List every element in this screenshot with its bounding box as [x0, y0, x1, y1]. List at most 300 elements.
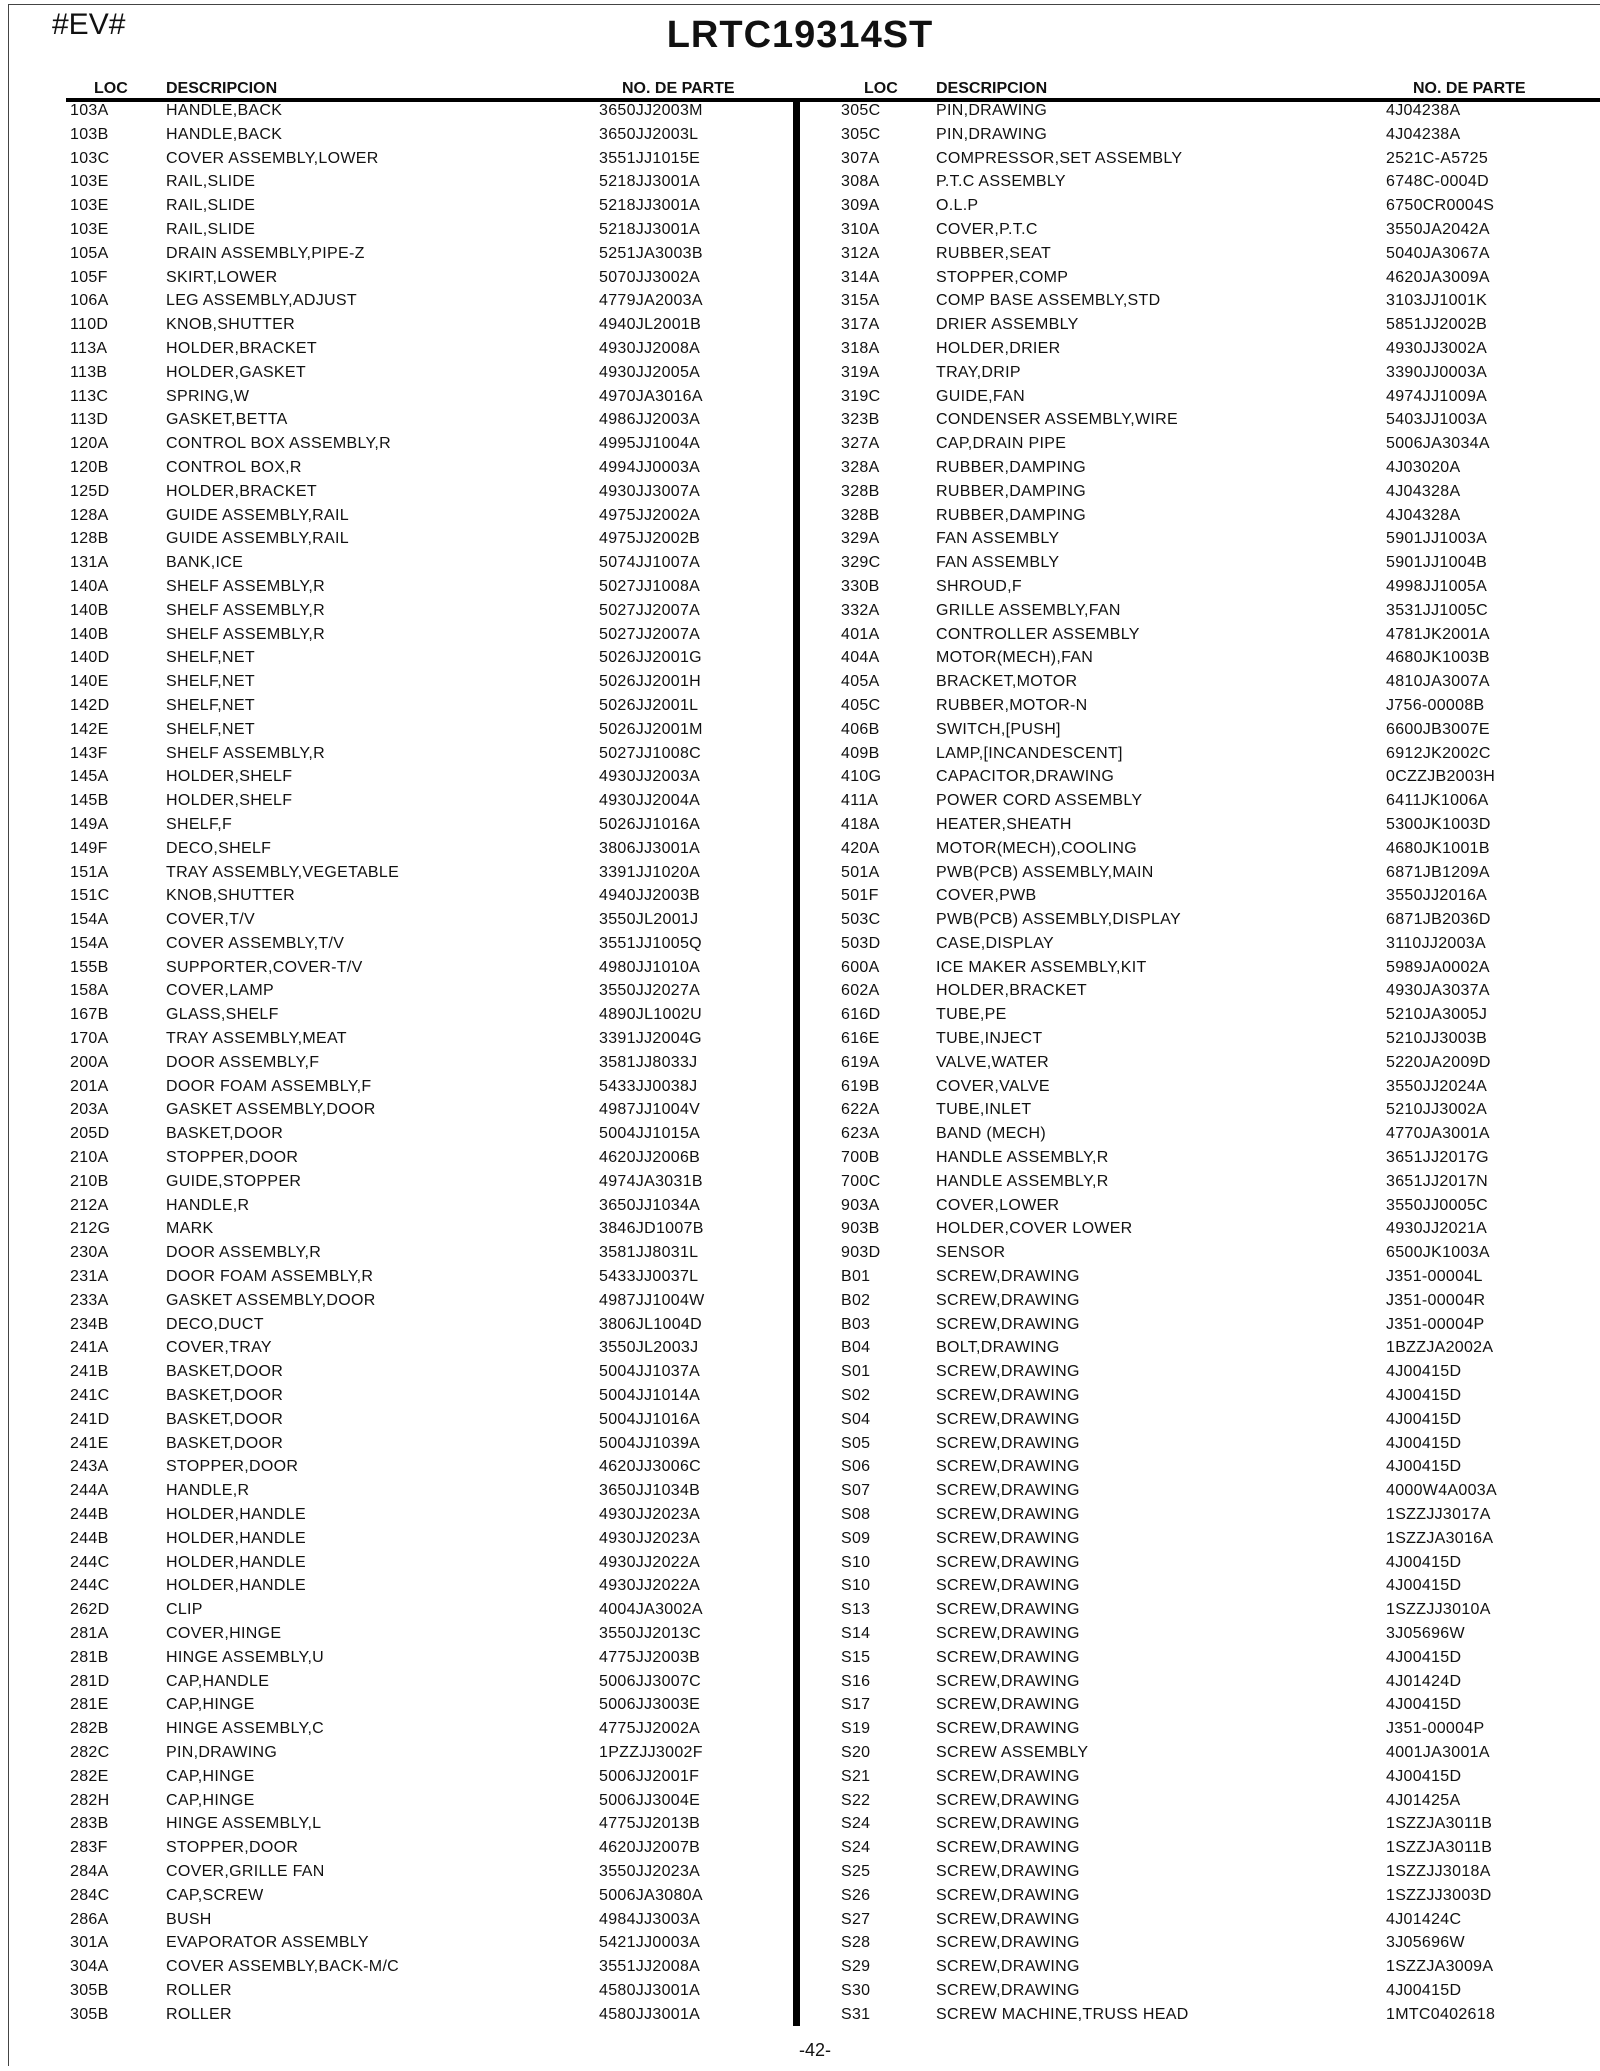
- part-number-cell: 1MTC0402618: [1386, 2005, 1496, 2023]
- part-number-cell: 3650JJ2003M: [599, 102, 703, 119]
- description-cell: HINGE ASSEMBLY,L: [166, 1815, 322, 1833]
- loc-cell: 305B: [70, 1981, 109, 1999]
- part-number-cell: 4930JJ2023A: [599, 1506, 701, 1524]
- description-cell: MARK: [166, 1220, 214, 1238]
- part-number-cell: 4779JA2003A: [599, 292, 703, 310]
- part-number-cell: 4J04238A: [1386, 125, 1461, 143]
- loc-cell: S25: [841, 1862, 871, 1880]
- part-number-cell: 1SZZJA3011B: [1386, 1839, 1493, 1857]
- part-number-cell: 3550JJ2016A: [1386, 887, 1488, 905]
- part-number-cell: 4680JK1003B: [1386, 649, 1490, 667]
- loc-cell: S22: [841, 1791, 871, 1809]
- description-cell: TRAY ASSEMBLY,MEAT: [166, 1030, 347, 1048]
- loc-cell: 158A: [70, 982, 109, 1000]
- loc-cell: 105F: [70, 268, 108, 286]
- description-cell: HANDLE,BACK: [166, 102, 283, 119]
- loc-cell: 140B: [70, 625, 109, 643]
- part-number-cell: 4J01424D: [1386, 1672, 1462, 1690]
- part-number-cell: 5006JJ3004E: [599, 1791, 701, 1809]
- loc-cell: 241B: [70, 1363, 109, 1381]
- part-number-cell: 1SZZJJ3010A: [1386, 1601, 1491, 1619]
- loc-cell: 125D: [70, 482, 110, 500]
- description-cell: RAIL,SLIDE: [166, 173, 256, 191]
- loc-cell: S31: [841, 2005, 871, 2023]
- loc-cell: 700B: [841, 1149, 880, 1167]
- part-number-cell: 4930JJ2003A: [599, 768, 701, 786]
- loc-cell: 282B: [70, 1720, 109, 1738]
- part-number-cell: 5006JJ2001F: [599, 1767, 700, 1785]
- part-number-cell: 4940JJ2003B: [599, 887, 701, 905]
- part-number-cell: 5403JJ1003A: [1386, 411, 1488, 429]
- loc-cell: S27: [841, 1910, 871, 1928]
- part-number-cell: 3103JJ1001K: [1386, 292, 1488, 310]
- description-cell: BASKET,DOOR: [166, 1363, 284, 1381]
- description-cell: COVER,HINGE: [166, 1625, 282, 1642]
- loc-cell: 244C: [70, 1577, 110, 1595]
- part-number-cell: 4930JJ3007A: [599, 482, 701, 500]
- loc-cell: 243A: [70, 1458, 109, 1476]
- loc-cell: 244B: [70, 1506, 109, 1524]
- part-number-cell: 1SZZJA3016A: [1386, 1529, 1494, 1547]
- loc-cell: 329A: [841, 530, 880, 548]
- description-cell: DRIER ASSEMBLY: [936, 316, 1079, 334]
- description-cell: SCREW,DRAWING: [936, 1791, 1080, 1809]
- description-cell: MOTOR(MECH),COOLING: [936, 839, 1137, 857]
- description-cell: HOLDER,BRACKET: [166, 482, 317, 500]
- part-number-cell: 5218JJ3001A: [599, 220, 701, 238]
- description-cell: HOLDER,BRACKET: [936, 982, 1087, 1000]
- loc-cell: 420A: [841, 839, 880, 857]
- description-cell: SCREW ASSEMBLY: [936, 1743, 1089, 1761]
- loc-cell: 210A: [70, 1149, 109, 1167]
- part-number-cell: 3390JJ0003A: [1386, 363, 1488, 381]
- part-number-cell: 3J05696W: [1386, 1934, 1465, 1952]
- description-cell: SCREW,DRAWING: [936, 1268, 1080, 1286]
- loc-cell: 305C: [841, 102, 881, 119]
- description-cell: COVER ASSEMBLY,BACK-M/C: [166, 1958, 400, 1976]
- loc-cell: 212A: [70, 1196, 109, 1214]
- part-number-cell: 4975JJ2002A: [599, 506, 701, 524]
- page-title: LRTC19314ST: [666, 14, 934, 56]
- description-cell: SUPPORTER,COVER-T/V: [166, 958, 363, 976]
- part-number-cell: 4J00415D: [1386, 1363, 1462, 1381]
- part-number-cell: 4974JJ1009A: [1386, 387, 1488, 405]
- part-number-cell: 3806JL1004D: [599, 1315, 702, 1333]
- loc-cell: 212G: [70, 1220, 111, 1238]
- description-cell: HOLDER,SHELF: [166, 768, 293, 786]
- description-cell: SHELF,NET: [166, 720, 255, 738]
- part-number-cell: 4930JJ3002A: [1386, 339, 1488, 357]
- description-cell: COVER,P.T.C: [936, 220, 1038, 238]
- description-cell: BASKET,DOOR: [166, 1125, 284, 1143]
- description-cell: GASKET,BETTA: [166, 411, 288, 429]
- description-cell: SWITCH,[PUSH]: [936, 720, 1061, 738]
- part-number-cell: 4930JJ2021A: [1386, 1220, 1488, 1238]
- description-cell: LEG ASSEMBLY,ADJUST: [166, 292, 357, 310]
- description-cell: DOOR ASSEMBLY,F: [166, 1053, 320, 1071]
- loc-cell: 230A: [70, 1244, 109, 1262]
- description-cell: SCREW,DRAWING: [936, 1767, 1080, 1785]
- description-cell: HOLDER,COVER LOWER: [936, 1220, 1133, 1238]
- loc-cell: S06: [841, 1458, 871, 1476]
- description-cell: TUBE,INLET: [936, 1101, 1032, 1119]
- loc-cell: S07: [841, 1482, 871, 1500]
- loc-cell: 113A: [70, 339, 108, 357]
- loc-cell: 154A: [70, 934, 109, 952]
- part-number-cell: 4775JJ2013B: [599, 1815, 701, 1833]
- part-number-cell: 4J04328A: [1386, 506, 1461, 524]
- description-cell: GRILLE ASSEMBLY,FAN: [936, 601, 1121, 619]
- loc-cell: 283F: [70, 1839, 108, 1857]
- part-number-cell: 3581JJ8031L: [599, 1244, 699, 1262]
- part-number-cell: 3550JL2001J: [599, 911, 699, 929]
- part-number-cell: 4775JJ2003B: [599, 1648, 701, 1666]
- part-number-cell: 5004JJ1039A: [599, 1434, 701, 1452]
- part-number-cell: 5218JJ3001A: [599, 173, 701, 191]
- loc-cell: B02: [841, 1291, 871, 1309]
- loc-cell: S28: [841, 1934, 871, 1952]
- loc-cell: 327A: [841, 435, 880, 453]
- loc-cell: 281E: [70, 1696, 109, 1714]
- description-cell: CONTROL BOX ASSEMBLY,R: [166, 435, 392, 453]
- part-number-cell: 5027JJ1008A: [599, 577, 701, 595]
- description-cell: CAP,SCREW: [166, 1886, 264, 1904]
- description-cell: SHELF,NET: [166, 673, 255, 691]
- description-cell: STOPPER,COMP: [936, 268, 1069, 286]
- loc-cell: S13: [841, 1601, 871, 1619]
- description-cell: COVER ASSEMBLY,LOWER: [166, 149, 379, 167]
- loc-cell: 503D: [841, 934, 881, 952]
- part-number-cell: 1PZZJJ3002F: [599, 1743, 703, 1761]
- part-number-cell: J351-00004P: [1386, 1720, 1485, 1738]
- description-cell: SCREW,DRAWING: [936, 1315, 1080, 1333]
- description-cell: PIN,DRAWING: [936, 102, 1048, 119]
- part-number-cell: 5251JA3003B: [599, 244, 703, 262]
- description-cell: POWER CORD ASSEMBLY: [936, 792, 1143, 810]
- loc-cell: 616D: [841, 1006, 881, 1024]
- description-cell: FAN ASSEMBLY: [936, 554, 1060, 572]
- part-number-cell: 3806JJ3001A: [599, 839, 701, 857]
- part-number-cell: 4J04328A: [1386, 482, 1461, 500]
- description-cell: COVER,VALVE: [936, 1077, 1050, 1095]
- loc-cell: S10: [841, 1553, 871, 1571]
- loc-cell: 262D: [70, 1601, 110, 1619]
- description-cell: VALVE,WATER: [936, 1053, 1049, 1071]
- description-cell: COMPRESSOR,SET ASSEMBLY: [936, 149, 1183, 167]
- part-number-cell: 5004JJ1037A: [599, 1363, 701, 1381]
- description-cell: SCREW,DRAWING: [936, 1434, 1080, 1452]
- part-number-cell: J756-00008B: [1386, 696, 1485, 714]
- description-cell: TRAY,DRIP: [936, 363, 1021, 381]
- description-cell: CAP,HANDLE: [166, 1672, 270, 1690]
- part-number-cell: 5218JJ3001A: [599, 197, 701, 215]
- page-border-left: [8, 4, 9, 2066]
- description-cell: RAIL,SLIDE: [166, 197, 256, 215]
- description-cell: KNOB,SHUTTER: [166, 887, 295, 905]
- description-cell: HANDLE,R: [166, 1196, 250, 1214]
- loc-cell: 151C: [70, 887, 110, 905]
- loc-cell: 700C: [841, 1172, 881, 1190]
- loc-cell: 241D: [70, 1410, 110, 1428]
- part-number-cell: 4620JA3009A: [1386, 268, 1490, 286]
- description-cell: DECO,DUCT: [166, 1315, 264, 1333]
- loc-cell: 319C: [841, 387, 881, 405]
- description-cell: SCREW,DRAWING: [936, 1886, 1080, 1904]
- description-cell: CAP,HINGE: [166, 1767, 255, 1785]
- description-cell: CAP,DRAIN PIPE: [936, 435, 1067, 453]
- part-number-cell: 1BZZJA2002A: [1386, 1339, 1494, 1357]
- loc-cell: 501A: [841, 863, 880, 881]
- description-cell: BASKET,DOOR: [166, 1410, 284, 1428]
- header-loc-left: LOC: [94, 80, 128, 97]
- loc-cell: S02: [841, 1387, 871, 1405]
- loc-cell: 284C: [70, 1886, 110, 1904]
- part-number-cell: J351-00004R: [1386, 1291, 1486, 1309]
- description-cell: PWB(PCB) ASSEMBLY,DISPLAY: [936, 911, 1181, 929]
- loc-cell: S16: [841, 1672, 871, 1690]
- document-tag: #EV#: [52, 8, 126, 41]
- loc-cell: 103B: [70, 125, 109, 143]
- description-cell: COVER,T/V: [166, 911, 255, 929]
- loc-cell: S15: [841, 1648, 871, 1666]
- part-number-cell: 2521C-A5725: [1386, 149, 1489, 167]
- description-cell: SHELF ASSEMBLY,R: [166, 744, 325, 762]
- loc-cell: 128A: [70, 506, 109, 524]
- part-number-cell: 4000W4A003A: [1386, 1482, 1497, 1500]
- loc-cell: 170A: [70, 1030, 109, 1048]
- loc-cell: S01: [841, 1363, 871, 1381]
- part-number-cell: J351-00004P: [1386, 1315, 1485, 1333]
- description-cell: GUIDE,STOPPER: [166, 1172, 302, 1190]
- part-number-cell: 3391JJ1020A: [599, 863, 701, 881]
- description-cell: RUBBER,MOTOR-N: [936, 696, 1088, 714]
- description-cell: HOLDER,BRACKET: [166, 339, 317, 357]
- header-rule: [66, 98, 1600, 102]
- header-part-left: NO. DE PARTE: [622, 80, 735, 97]
- description-cell: SCREW,DRAWING: [936, 1387, 1080, 1405]
- loc-cell: 281D: [70, 1672, 110, 1690]
- part-number-cell: 5026JJ2001L: [599, 696, 699, 714]
- part-number-cell: 5989JA0002A: [1386, 958, 1490, 976]
- loc-cell: 140B: [70, 601, 109, 619]
- loc-cell: 409B: [841, 744, 880, 762]
- loc-cell: 151A: [70, 863, 109, 881]
- loc-cell: 315A: [841, 292, 880, 310]
- description-cell: SHELF,F: [166, 815, 233, 833]
- description-cell: GASKET ASSEMBLY,DOOR: [166, 1101, 376, 1119]
- part-number-cell: 3551JJ1015E: [599, 149, 701, 167]
- part-number-cell: 6748C-0004D: [1386, 173, 1489, 191]
- part-number-cell: 4970JA3016A: [599, 387, 703, 405]
- loc-cell: S29: [841, 1958, 871, 1976]
- description-cell: COVER,LAMP: [166, 982, 274, 1000]
- loc-cell: 244B: [70, 1529, 109, 1547]
- loc-cell: 120B: [70, 458, 109, 476]
- description-cell: EVAPORATOR ASSEMBLY: [166, 1934, 369, 1952]
- part-number-cell: 4930JJ2005A: [599, 363, 701, 381]
- description-cell: DOOR ASSEMBLY,R: [166, 1244, 322, 1262]
- part-number-cell: 5220JA2009D: [1386, 1053, 1491, 1071]
- description-cell: TUBE,INJECT: [936, 1030, 1043, 1048]
- header-desc-right: DESCRIPCION: [936, 80, 1048, 97]
- part-number-cell: 4930JJ2008A: [599, 339, 701, 357]
- part-number-cell: 4J00415D: [1386, 1981, 1462, 1999]
- description-cell: SHELF,NET: [166, 649, 255, 667]
- part-number-cell: 5026JJ2001H: [599, 673, 702, 691]
- loc-cell: 323B: [841, 411, 880, 429]
- part-number-cell: 5004JJ1016A: [599, 1410, 701, 1428]
- part-number-cell: 6411JK1006A: [1386, 792, 1489, 810]
- part-number-cell: 4001JA3001A: [1386, 1743, 1490, 1761]
- part-number-cell: 6600JB3007E: [1386, 720, 1490, 738]
- loc-cell: 501F: [841, 887, 879, 905]
- part-number-cell: 4J00415D: [1386, 1434, 1462, 1452]
- description-cell: SCREW,DRAWING: [936, 1696, 1080, 1714]
- part-number-cell: 4940JL2001B: [599, 316, 702, 334]
- part-number-cell: 6750CR0004S: [1386, 197, 1495, 215]
- description-cell: BAND (MECH): [936, 1125, 1046, 1143]
- loc-cell: 600A: [841, 958, 880, 976]
- loc-cell: 616E: [841, 1030, 880, 1048]
- part-number-cell: 3581JJ8033J: [599, 1053, 698, 1071]
- description-cell: P.T.C ASSEMBLY: [936, 173, 1066, 191]
- part-number-cell: 4995JJ1004A: [599, 435, 701, 453]
- description-cell: HOLDER,SHELF: [166, 792, 293, 810]
- description-cell: LAMP,[INCANDESCENT]: [936, 744, 1123, 762]
- part-number-cell: 3531JJ1005C: [1386, 601, 1489, 619]
- part-number-cell: 3550JJ2013C: [599, 1625, 702, 1642]
- part-number-cell: 4580JJ3001A: [599, 1981, 701, 1999]
- description-cell: SPRING,W: [166, 387, 250, 405]
- description-cell: SKIRT,LOWER: [166, 268, 278, 286]
- description-cell: SHELF ASSEMBLY,R: [166, 577, 325, 595]
- part-number-cell: 5027JJ2007A: [599, 625, 701, 643]
- part-number-cell: 3110JJ2003A: [1386, 934, 1486, 952]
- part-number-cell: 4J00415D: [1386, 1410, 1462, 1428]
- description-cell: CAPACITOR,DRAWING: [936, 768, 1115, 786]
- part-number-cell: 4620JJ3006C: [599, 1458, 702, 1476]
- header-desc-left: DESCRIPCION: [166, 80, 278, 97]
- part-number-cell: 6500JK1003A: [1386, 1244, 1490, 1262]
- loc-cell: 282C: [70, 1743, 110, 1761]
- loc-cell: 103E: [70, 173, 109, 191]
- part-number-cell: 3391JJ2004G: [599, 1030, 702, 1048]
- loc-cell: 328B: [841, 506, 880, 524]
- loc-cell: 120A: [70, 435, 109, 453]
- loc-cell: 203A: [70, 1101, 109, 1119]
- part-number-cell: 4930JJ2023A: [599, 1529, 701, 1547]
- loc-cell: B01: [841, 1268, 871, 1286]
- loc-cell: 167B: [70, 1006, 109, 1024]
- part-number-cell: 1SZZJA3009A: [1386, 1958, 1494, 1976]
- description-cell: BOLT,DRAWING: [936, 1339, 1060, 1357]
- description-cell: BUSH: [166, 1910, 212, 1928]
- loc-cell: S04: [841, 1410, 871, 1428]
- part-number-cell: 5433JJ0038J: [599, 1077, 698, 1095]
- loc-cell: 210B: [70, 1172, 109, 1190]
- description-cell: HANDLE,BACK: [166, 125, 283, 143]
- description-cell: COVER,PWB: [936, 887, 1037, 905]
- loc-cell: 128B: [70, 530, 109, 548]
- description-cell: SCREW,DRAWING: [936, 1910, 1080, 1928]
- description-cell: HOLDER,HANDLE: [166, 1506, 306, 1524]
- loc-cell: 201A: [70, 1077, 109, 1095]
- description-cell: TRAY ASSEMBLY,VEGETABLE: [166, 863, 400, 881]
- part-number-cell: 3551JJ1005Q: [599, 934, 702, 952]
- loc-cell: 143F: [70, 744, 108, 762]
- part-number-cell: 3650JJ1034A: [599, 1196, 701, 1214]
- part-number-cell: 3550JJ0005C: [1386, 1196, 1489, 1214]
- loc-cell: 410G: [841, 768, 882, 786]
- description-cell: HINGE ASSEMBLY,U: [166, 1648, 325, 1666]
- description-cell: PIN,DRAWING: [936, 125, 1048, 143]
- loc-cell: 401A: [841, 625, 880, 643]
- loc-cell: 903B: [841, 1220, 880, 1238]
- description-cell: RUBBER,DAMPING: [936, 482, 1086, 500]
- description-cell: COVER,TRAY: [166, 1339, 272, 1357]
- loc-cell: 113B: [70, 363, 108, 381]
- description-cell: SCREW,DRAWING: [936, 1291, 1080, 1309]
- loc-cell: 312A: [841, 244, 880, 262]
- part-number-cell: 5421JJ0003A: [599, 1934, 701, 1952]
- loc-cell: 205D: [70, 1125, 110, 1143]
- part-number-cell: 4J00415D: [1386, 1767, 1462, 1785]
- description-cell: HANDLE,R: [166, 1482, 250, 1500]
- part-number-cell: 5851JJ2002B: [1386, 316, 1488, 334]
- part-number-cell: 5210JJ3002A: [1386, 1101, 1488, 1119]
- part-number-cell: 3651JJ2017G: [1386, 1149, 1489, 1167]
- loc-cell: 329C: [841, 554, 881, 572]
- part-number-cell: 4810JA3007A: [1386, 673, 1490, 691]
- loc-cell: S30: [841, 1981, 871, 1999]
- loc-cell: 318A: [841, 339, 880, 357]
- page-border-top: [8, 4, 1600, 5]
- loc-cell: 623A: [841, 1125, 880, 1143]
- loc-cell: 140D: [70, 649, 110, 667]
- part-number-cell: 5006JA3080A: [599, 1886, 703, 1904]
- description-cell: HOLDER,HANDLE: [166, 1577, 306, 1595]
- loc-cell: 332A: [841, 601, 880, 619]
- part-number-cell: 4974JA3031B: [599, 1172, 703, 1190]
- loc-cell: S17: [841, 1696, 871, 1714]
- description-cell: SCREW,DRAWING: [936, 1458, 1080, 1476]
- description-cell: HANDLE ASSEMBLY,R: [936, 1172, 1109, 1190]
- description-cell: COVER,GRILLE FAN: [166, 1862, 325, 1880]
- part-number-cell: 1SZZJA3011B: [1386, 1815, 1493, 1833]
- loc-cell: 406B: [841, 720, 880, 738]
- loc-cell: B03: [841, 1315, 871, 1333]
- loc-cell: S26: [841, 1886, 871, 1904]
- part-number-cell: 4994JJ0003A: [599, 458, 701, 476]
- description-cell: SCREW,DRAWING: [936, 1839, 1080, 1857]
- part-number-cell: 4580JJ3001A: [599, 2005, 701, 2023]
- loc-cell: 503C: [841, 911, 881, 929]
- loc-cell: 330B: [841, 577, 880, 595]
- loc-cell: 309A: [841, 197, 880, 215]
- part-number-cell: 3551JJ2008A: [599, 1958, 701, 1976]
- part-number-cell: 4004JA3002A: [599, 1601, 703, 1619]
- loc-cell: S20: [841, 1743, 871, 1761]
- column-divider: [793, 100, 800, 2026]
- description-cell: SCREW,DRAWING: [936, 1648, 1080, 1666]
- loc-cell: 145A: [70, 768, 109, 786]
- description-cell: DECO,SHELF: [166, 839, 272, 857]
- part-number-cell: 4J00415D: [1386, 1648, 1462, 1666]
- description-cell: PWB(PCB) ASSEMBLY,MAIN: [936, 863, 1154, 881]
- description-cell: CASE,DISPLAY: [936, 934, 1055, 952]
- description-cell: SHROUD,F: [936, 577, 1022, 595]
- part-number-cell: 3846JD1007B: [599, 1220, 704, 1238]
